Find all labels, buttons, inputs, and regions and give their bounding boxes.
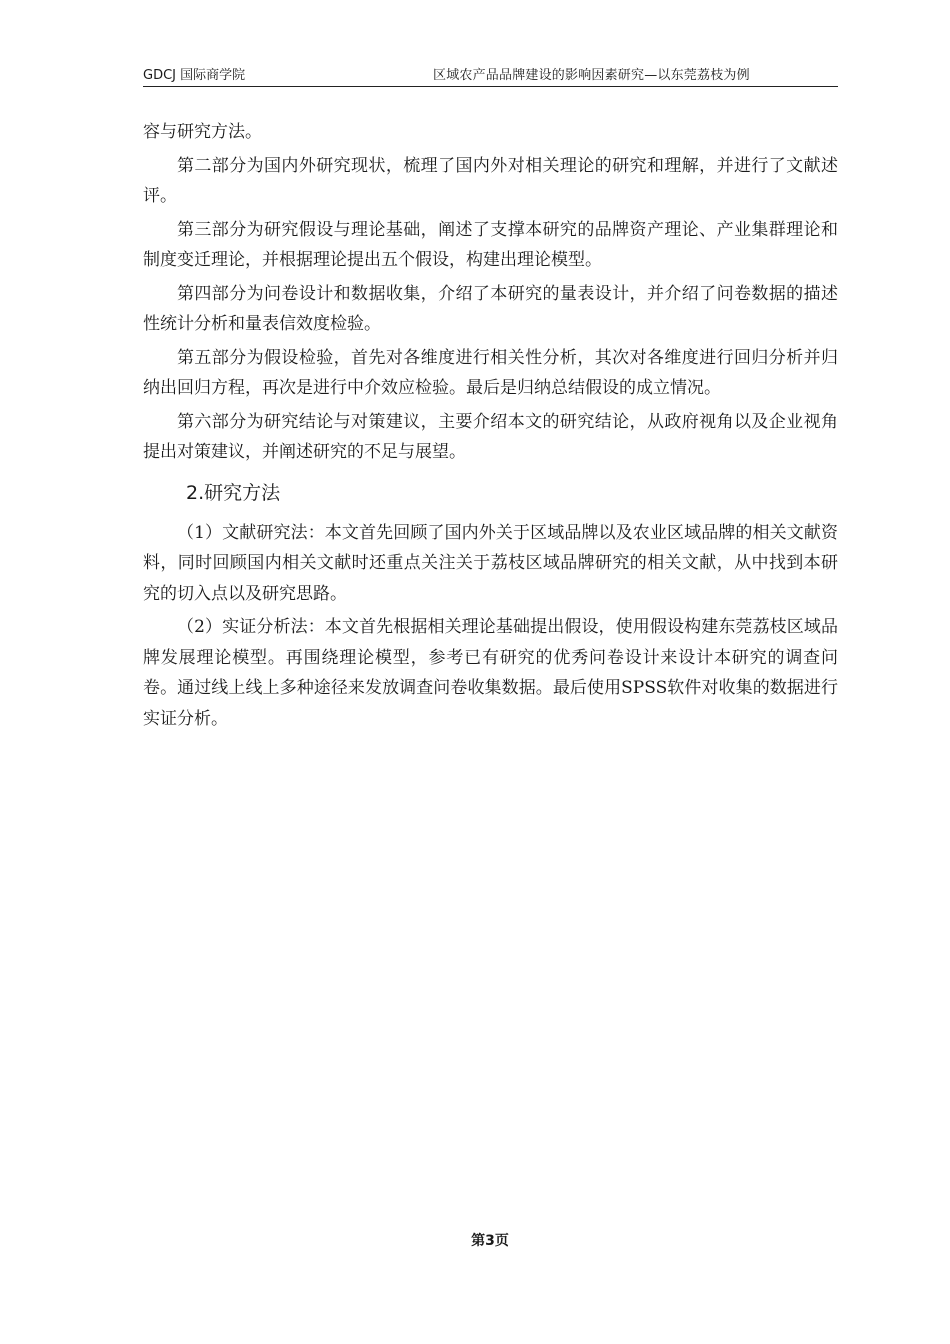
document-body xyxy=(143,117,838,737)
paragraph-part-two: 第二部分为国内外研究现状，梳理了国内外对相关理论的研究和理解，并进行了文献述评。 xyxy=(143,155,838,206)
paragraph-continuation: 容与研究方法。 xyxy=(143,122,262,142)
paragraph-part-four: 第四部分为问卷设计和数据收集，介绍了本研究的量表设计，并介绍了问卷数据的描述性统计分析和量表信效度检验。 xyxy=(143,283,838,334)
page-number: 第3页 xyxy=(471,1233,509,1249)
paragraph-part-five: 第五部分为假设检验，首先对各维度进行相关性分析，其次对各维度进行回归分析并归纳出回归方程，再次是进行中介效应检验。最后是归纳总结假设的成立情况。 xyxy=(143,347,838,398)
section-heading-research-methods: 2.研究方法 xyxy=(186,481,281,504)
header-thesis-title: 区域农产品品牌建设的影响因素研究—以东莞荔枝为例 xyxy=(433,68,750,83)
paragraph-method-literature: （1）文献研究法：本文首先回顾了国内外关于区域品牌以及农业区域品牌的相关文献资料，同时回顾国内相关文献时还重点关注关于荔枝区域品牌研究的相关文献，从中找到本研究的切入点以及研究思路。 xyxy=(143,522,838,604)
paragraph-method-empirical: （2）实证分析法：本文首先根据相关理论基础提出假设，使用假设构建东莞荔枝区域品牌发展理论模型。再围绕理论模型，参考已有研究的优秀问卷设计来设计本研究的调查问卷。通过线上线上多种途径来发放调查问卷收集数据。最后使用SPSS软件对收集的数据进行实证分析。 xyxy=(143,617,838,729)
page-header xyxy=(143,66,838,87)
paragraph-part-six: 第六部分为研究结论与对策建议，主要介绍本文的研究结论，从政府视角以及企业视角提出对策建议，并阐述研究的不足与展望。 xyxy=(143,411,838,462)
header-institution: GDCJ 国际商学院 xyxy=(143,68,246,83)
paragraph-part-three: 第三部分为研究假设与理论基础，阐述了支撑本研究的品牌资产理论、产业集群理论和制度变迁理论，并根据理论提出五个假设，构建出理论模型。 xyxy=(143,219,838,270)
